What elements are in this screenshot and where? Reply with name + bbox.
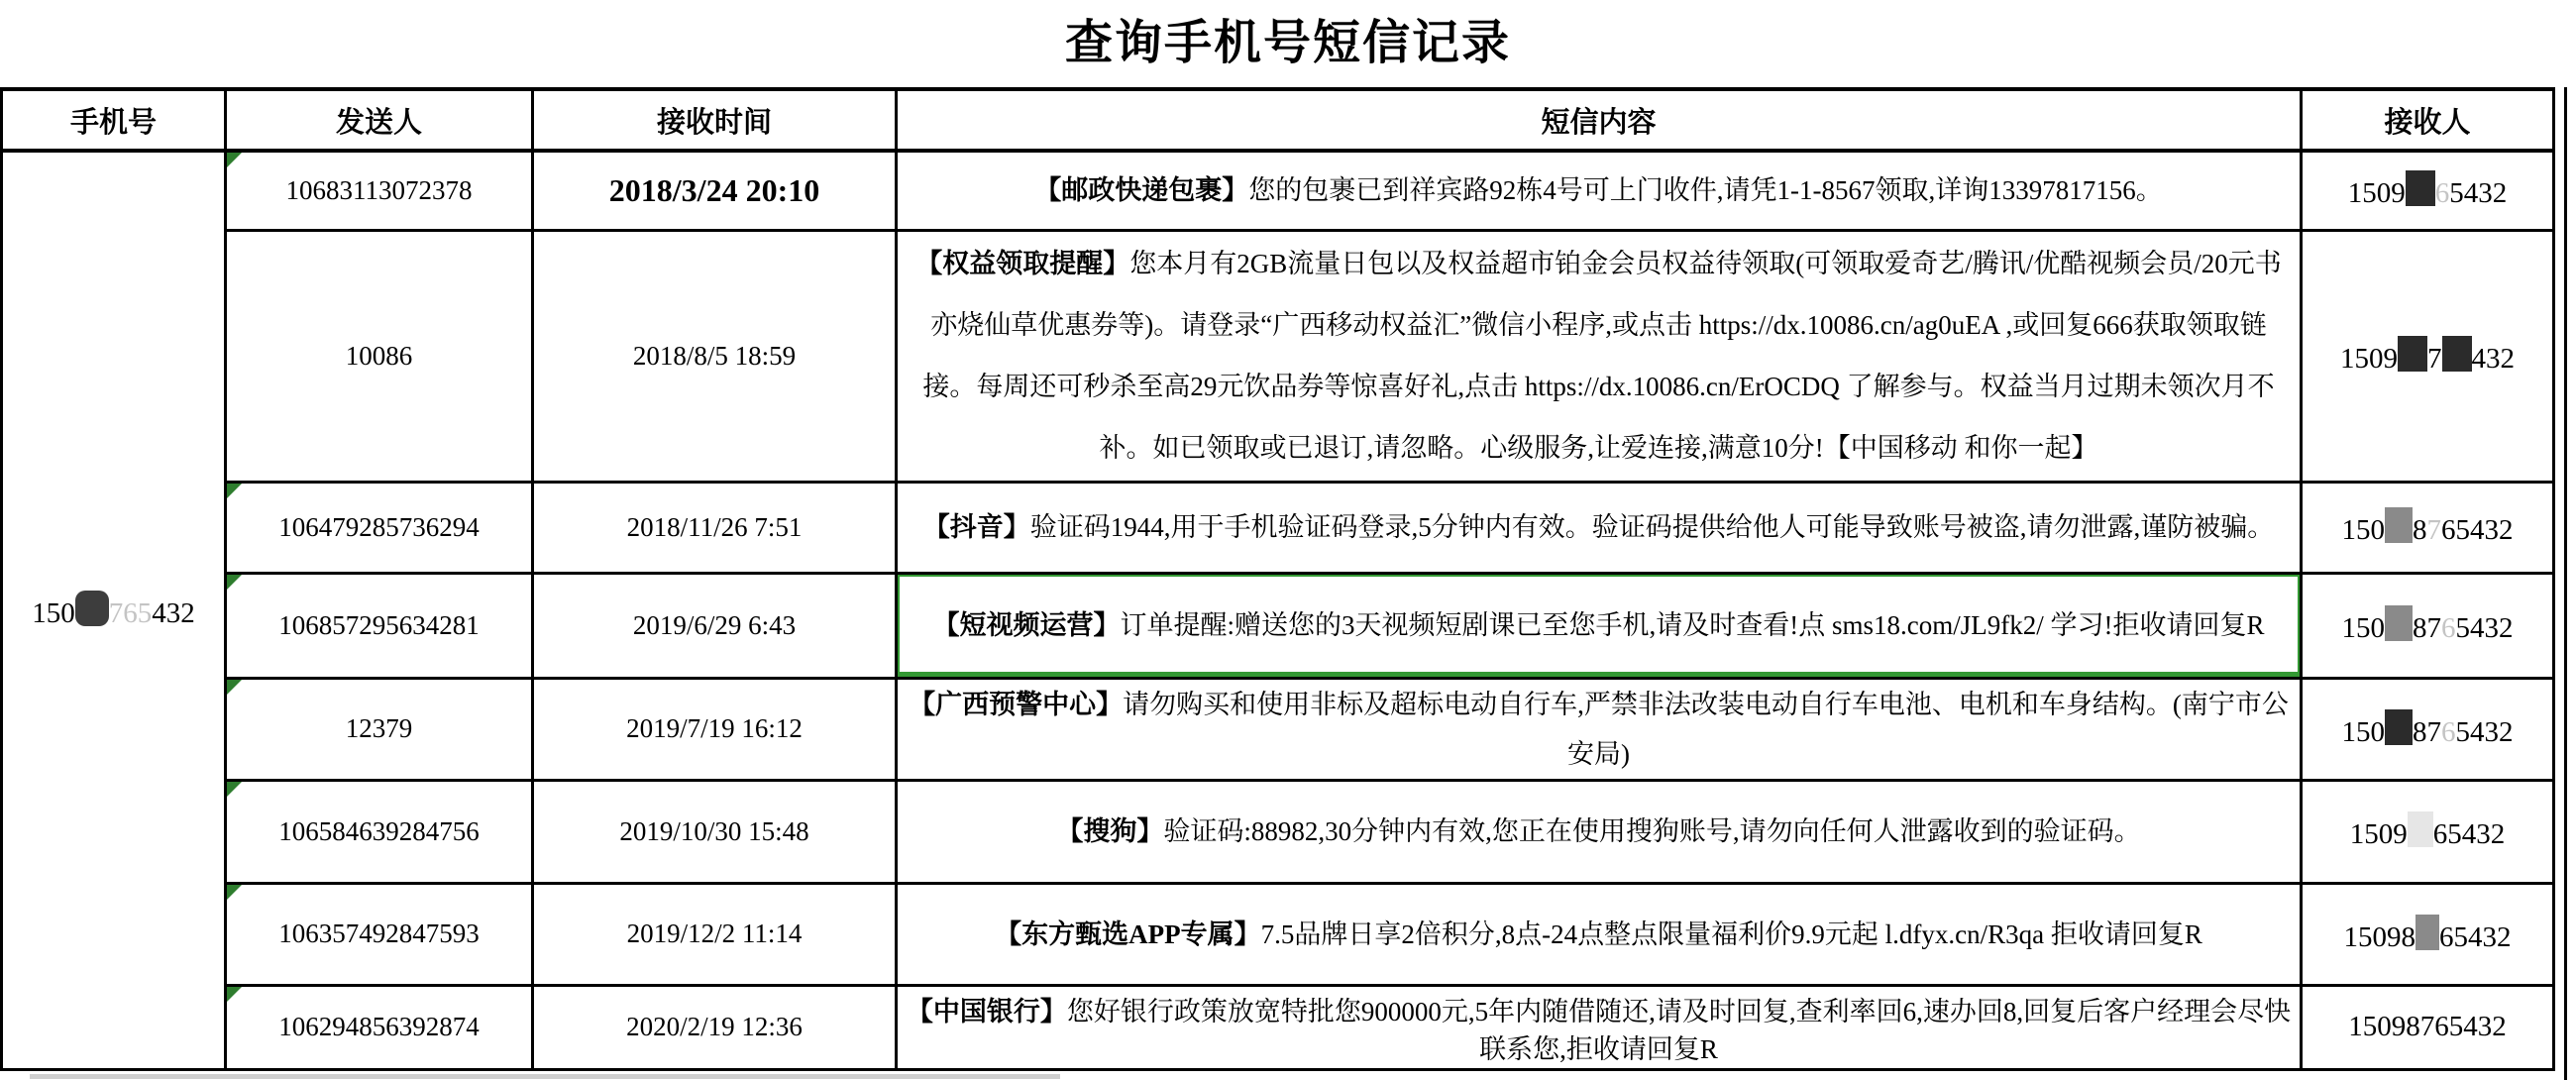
table-row <box>2 883 2554 985</box>
receiver-cell[interactable] <box>2302 883 2554 985</box>
error-indicator-triangle-icon <box>227 575 242 590</box>
receiver-cell[interactable] <box>2302 482 2554 573</box>
error-indicator-triangle-icon <box>227 680 242 695</box>
sms-record-table-sheet <box>0 87 2555 1071</box>
content-cell[interactable] <box>897 678 2302 780</box>
query-phone-cell[interactable] <box>2 151 226 1069</box>
error-indicator-triangle-icon <box>227 153 242 167</box>
time-value: 2018/11/26 7:51 <box>626 511 803 542</box>
sms-body: 您好银行政策放宽特批您900000元,5年内随借随还,请及时回复,查利率回6,速办回8,回复后客户经理会尽快联系您,拒收请回复R <box>1066 996 2292 1064</box>
sender-cell[interactable] <box>226 678 533 780</box>
sms-tag: 【东方甄选APP专属】 <box>995 918 1261 949</box>
sms-body: 请勿购买和使用非标及超标电动自行车,严禁非法改装电动自行车电池、电机和车身结构。(南宁市公安局) <box>1123 689 2289 769</box>
table-row <box>2 151 2554 230</box>
time-cell[interactable] <box>533 230 897 482</box>
content-cell[interactable] <box>897 151 2302 230</box>
time-value: 2019/12/2 11:14 <box>626 918 803 948</box>
time-value: 2018/3/24 20:10 <box>608 171 820 208</box>
content-cell[interactable] <box>897 482 2302 573</box>
error-indicator-triangle-icon <box>227 484 242 498</box>
sms-tag: 【抖音】 <box>922 512 1030 542</box>
receiver-value: 1509 65432 <box>2348 177 2508 209</box>
time-value: 2018/8/5 18:59 <box>632 340 797 371</box>
sender-cell[interactable] <box>226 482 533 573</box>
sms-tag: 【短视频运营】 <box>932 610 1121 640</box>
sender-cell[interactable] <box>226 985 533 1069</box>
bottom-grey-smudge <box>30 1074 1060 1079</box>
sms-tag: 【广西预警中心】 <box>909 689 1124 719</box>
time-cell[interactable] <box>533 985 897 1069</box>
sender-value: 106584639284756 <box>278 815 480 846</box>
sender-cell[interactable] <box>226 780 533 883</box>
error-indicator-triangle-icon <box>227 987 242 1002</box>
sender-value: 12379 <box>345 713 413 743</box>
receiver-cell[interactable] <box>2302 780 2554 883</box>
sender-cell[interactable] <box>226 573 533 678</box>
table-row <box>2 573 2554 678</box>
sender-cell[interactable] <box>226 230 533 482</box>
header-sender: 发送人 <box>226 89 533 151</box>
sms-body: 订单提醒:赠送您的3天视频短剧课已至您手机,请及时查看!点 sms18.com/JL9fk2/ 学习!拒收请回复R <box>1120 610 2265 640</box>
censor-mask-box <box>75 591 109 626</box>
sms-body: 验证码1944,用于手机验证码登录,5分钟内有效。验证码提供给他人可能导致账号被盗,请勿泄露,谨防被骗。 <box>1029 512 2275 542</box>
receiver-cell[interactable] <box>2302 985 2554 1069</box>
sender-cell[interactable] <box>226 151 533 230</box>
time-cell[interactable] <box>533 573 897 678</box>
table-row <box>2 678 2554 780</box>
sms-body: 您本月有2GB流量日包以及权益超市铂金会员权益待领取(可领取爱奇艺/腾讯/优酷视频会员/20元书亦烧仙草优惠券等)。请登录“广西移动权益汇”微信小程序,或点击 https://dx.10086.cn/ag0uEA ,或回复666获取领取链接。每周还可秒杀至高29元饮品券等惊喜好礼,点击 https://dx.10086.cn/ErOCDQ 了解参与。权益当月过期未领次月不补。如已领取或已退订,请忽略。心级服务,让爱连接,满意10分!【中国移动 和你一起】 <box>922 249 2282 463</box>
sms-body: 您的包裹已到祥宾路92栋4号可上门收件,请凭1-1-8567领取,详询13397817156。 <box>1248 175 2163 206</box>
receiver-value: 150 8765432 <box>2342 612 2514 644</box>
table-row <box>2 230 2554 482</box>
sender-value: 10683113072378 <box>285 174 473 205</box>
time-cell[interactable] <box>533 883 897 985</box>
sms-tag: 【搜狗】 <box>1056 816 1164 846</box>
censor-mask-box <box>2406 170 2435 206</box>
content-cell[interactable] <box>897 883 2302 985</box>
receiver-cell[interactable] <box>2302 151 2554 230</box>
header-time: 接收时间 <box>533 89 897 151</box>
censor-mask-box <box>2385 709 2413 745</box>
table-row <box>2 482 2554 573</box>
table-row <box>2 985 2554 1069</box>
sender-value: 106857295634281 <box>278 609 480 640</box>
sms-tag: 【权益领取提醒】 <box>915 249 1130 278</box>
time-cell[interactable] <box>533 151 897 230</box>
time-value: 2019/7/19 16:12 <box>626 713 803 743</box>
query-phone-value: 150 765432 <box>32 597 195 629</box>
header-phone: 手机号 <box>2 89 226 151</box>
time-cell[interactable] <box>533 482 897 573</box>
header-receiver: 接收人 <box>2302 89 2554 151</box>
error-indicator-triangle-icon <box>227 782 242 797</box>
censor-mask-box <box>2415 915 2439 950</box>
censor-mask-box <box>2442 336 2472 372</box>
page-title: 查询手机号短信记录 <box>1064 17 1511 69</box>
table-row <box>2 780 2554 883</box>
time-value: 2020/2/19 12:36 <box>626 1012 803 1041</box>
header-content: 短信内容 <box>897 89 2302 151</box>
receiver-cell[interactable] <box>2302 573 2554 678</box>
receiver-value: 1509 65432 <box>2350 818 2506 850</box>
sender-value: 106357492847593 <box>278 918 480 948</box>
error-indicator-triangle-icon <box>227 885 242 900</box>
receiver-value: 15098 65432 <box>2344 921 2512 953</box>
content-cell[interactable] <box>897 780 2302 883</box>
censor-mask-box <box>2408 811 2433 847</box>
sender-cell[interactable] <box>226 883 533 985</box>
receiver-value: 150 8765432 <box>2342 716 2514 748</box>
sms-tag: 【中国银行】 <box>906 996 1067 1026</box>
censor-mask-box <box>2385 605 2413 641</box>
receiver-value: 1509 7 432 <box>2340 343 2515 375</box>
receiver-value: 15098765432 <box>2348 1011 2507 1042</box>
receiver-cell[interactable] <box>2302 230 2554 482</box>
sender-value: 10086 <box>345 340 413 371</box>
time-value: 2019/10/30 15:48 <box>619 815 809 846</box>
sms-body: 验证码:88982,30分钟内有效,您正在使用搜狗账号,请勿向任何人泄露收到的验证码。 <box>1163 816 2141 846</box>
time-cell[interactable] <box>533 678 897 780</box>
receiver-cell[interactable] <box>2302 678 2554 780</box>
sender-value: 106479285736294 <box>278 511 480 542</box>
sms-record-table <box>0 87 2555 1071</box>
censor-mask-box <box>2385 507 2413 543</box>
time-value: 2019/6/29 6:43 <box>632 609 797 640</box>
sms-tag: 【邮政快递包裹】 <box>1034 175 1249 206</box>
content-cell[interactable] <box>897 230 2302 482</box>
table-header-row <box>2 89 2554 151</box>
sender-value: 106294856392874 <box>278 1012 480 1041</box>
adjacent-column-border-line <box>2564 87 2567 1080</box>
time-cell[interactable] <box>533 780 897 883</box>
receiver-value: 150 8765432 <box>2342 514 2514 546</box>
content-cell[interactable] <box>897 985 2302 1069</box>
censor-mask-box <box>2398 336 2427 372</box>
sms-body: 7.5品牌日享2倍积分,8点-24点整点限量福利价9.9元起 l.dfyx.cn/R3qa 拒收请回复R <box>1260 918 2202 949</box>
content-cell selected-cell[interactable] <box>897 573 2302 678</box>
